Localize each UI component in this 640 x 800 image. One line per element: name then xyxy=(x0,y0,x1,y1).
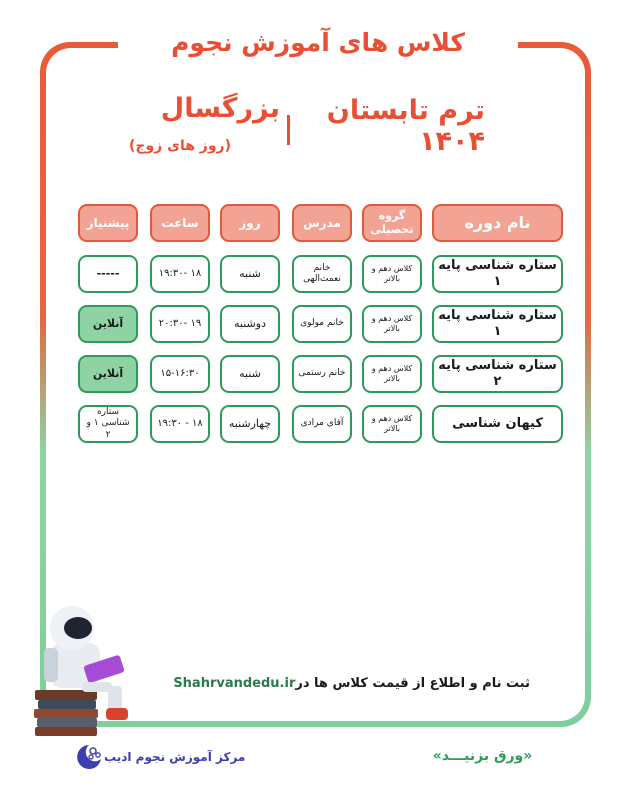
academy-logo-icon xyxy=(74,742,104,772)
term-title: ترم تابستان ۱۴۰۴ xyxy=(326,95,485,157)
course-name: ستاره شناسی پایه ۱ xyxy=(432,305,563,343)
header-teacher: مدرس xyxy=(292,204,352,242)
website-link[interactable]: Shahrvandedu.ir xyxy=(173,676,296,691)
teacher-name: خانم رستمی xyxy=(292,355,352,393)
turn-page-note: «ورق بزنیـــد» xyxy=(432,748,533,764)
age-group-title: بزرگسال xyxy=(160,93,280,124)
prerequisite: ----- xyxy=(78,255,138,293)
education-group: کلاس دهم و بالاتر xyxy=(362,405,422,443)
title-divider xyxy=(287,115,290,145)
online-badge: آنلاین xyxy=(78,305,138,343)
class-time: ۱۹ -۲۰:۳۰ xyxy=(150,305,210,343)
class-day: دوشنبه xyxy=(220,305,280,343)
course-name: ستاره شناسی پایه ۲ xyxy=(432,355,563,393)
header-prereq: پیشنیاز xyxy=(78,204,138,242)
education-group: کلاس دهم و بالاتر xyxy=(362,255,422,293)
header-group: گروه تحصیلی xyxy=(362,204,422,242)
course-name: کیهان شناسی xyxy=(432,405,563,443)
teacher-name: خانم مولوی xyxy=(292,305,352,343)
header-day: روز xyxy=(220,204,280,242)
header-time: ساعت xyxy=(150,204,210,242)
academy-name: مرکز آموزش نجوم ادیب xyxy=(104,750,246,764)
course-name: ستاره شناسی پایه ۱ xyxy=(432,255,563,293)
class-time: ۱۵-۱۶:۳۰ xyxy=(150,355,210,393)
class-time: ۱۸ - ۱۹:۳۰ xyxy=(150,405,210,443)
education-group: کلاس دهم و بالاتر xyxy=(362,305,422,343)
class-day: شنبه xyxy=(220,355,280,393)
registration-note xyxy=(150,676,530,691)
class-day: چهارشنبه xyxy=(220,405,280,443)
registration-text: ثبت نام و اطلاع از قیمت کلاس ها در xyxy=(295,676,530,691)
class-time: ۱۸ -۱۹:۳۰ xyxy=(150,255,210,293)
days-note: (روز های زوج) xyxy=(128,138,231,154)
teacher-name: آقای مرادی xyxy=(292,405,352,443)
prerequisite: ستاره شناسی ۱ و ۲ xyxy=(78,405,138,443)
teacher-name: خانم نعمت‌الهی xyxy=(292,255,352,293)
online-badge: آنلاین xyxy=(78,355,138,393)
header-course: نام دوره xyxy=(432,204,563,242)
astronaut-reading-illustration xyxy=(30,598,140,738)
education-group: کلاس دهم و بالاتر xyxy=(362,355,422,393)
page-title: کلاس های آموزش نجوم xyxy=(171,28,465,57)
class-day: شنبه xyxy=(220,255,280,293)
